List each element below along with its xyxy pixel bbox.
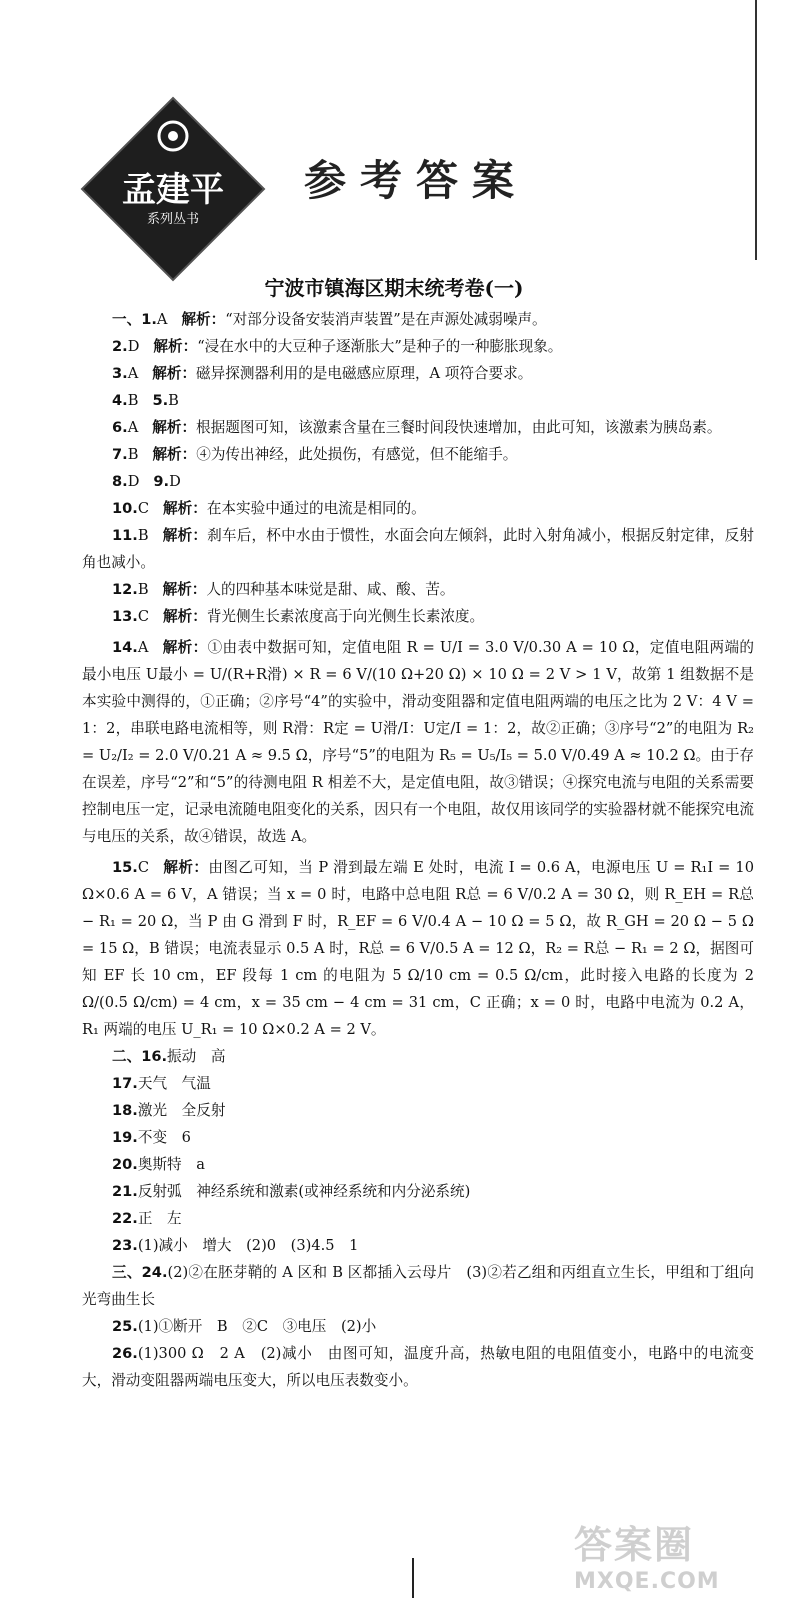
answer-item: 2.D 解析：“浸在水中的大豆种子逐渐胀大”是种子的一种膨胀现象。 xyxy=(112,338,563,355)
fill-answer: 三、24.(2)②在胚芽鞘的 A 区和 B 区都插入云母片 (3)②若乙组和丙组直立生长，甲组和丁组向光弯曲生长 xyxy=(82,1264,754,1308)
margin-rule xyxy=(755,0,757,260)
answer-item: 3.A 解析：磁异探测器利用的是电磁感应原理，A 项符合要求。 xyxy=(112,365,533,382)
answer-item: 11.B 解析：刹车后，杯中水由于惯性，水面会向左倾斜，此时入射角减小，根据反射定律，反射角也减小。 xyxy=(82,527,754,571)
fill-answer: 20.奥斯特 a xyxy=(112,1156,205,1173)
series-logo xyxy=(80,96,266,282)
fill-answer: 22.正 左 xyxy=(112,1210,182,1227)
answer-item: 7.B 解析：④为传出神经，此处损伤，有感觉，但不能缩手。 xyxy=(112,446,518,463)
answer-item: 8.D 9.D xyxy=(112,473,181,490)
fill-answer: 21.反射弧 神经系统和激素(或神经系统和内分泌系统) xyxy=(112,1183,471,1200)
fill-answer: 18.激光 全反射 xyxy=(112,1102,226,1119)
answer-item: 13.C 解析：背光侧生长素浓度高于向光侧生长素浓度。 xyxy=(112,608,485,625)
fill-answer: 二、16.振动 高 xyxy=(112,1048,226,1065)
fill-answer: 17.天气 气温 xyxy=(112,1075,211,1092)
answer-item-14: 14.A 解析：①由表中数据可知，定值电阻 R = U/I = 3.0 V/0.30 A = 10 Ω，定值电阻两端的最小电压 U最小 = U/(R+R滑) × R = 6 V/(10 Ω+20 Ω) × 10 Ω = 2 V > 1 V，故第 1 组数据不是本实验中测得的，①正确；②序号“4”的实验中，滑动变阻器和定值电阻两端的电压之比为 2 V：4 V = 1：2，串联电路电流相等，则 R滑：R定 = U滑/I：U定/I = 1：2，故②正确；③序号“2”的电阻为 R₂ = U₂/I₂ = 2.0 V/0.21 A ≈ 9.5 Ω，序号“5”的电阻为 R₅ = U₅/I₅ = 5.0 V/0.49 A ≈ 10.2 Ω。由于存在误差，序号“2”和“5”的待测电阻 R 相差不大，是定值电阻，故③错误；④探究电流与电阻的关系需要控制电压一定，记录电流随电阻变化的关系，因只有一个电阻，故仅用该同学的实验器材就不能探究电流与电压的关系，故④错误，故选 A。 xyxy=(82,639,754,845)
fill-answer: 19.不变 6 xyxy=(112,1129,191,1146)
page-divider xyxy=(412,1558,414,1598)
logo-name: 孟建平 xyxy=(122,170,224,210)
answer-item: 4.B 5.B xyxy=(112,392,179,409)
fill-answer: 25.(1)①断开 B ②C ③电压 (2)小 xyxy=(112,1318,377,1335)
answer-item: 6.A 解析：根据题图可知，该激素含量在三餐时间段快速增加，由此可知，该激素为胰岛素。 xyxy=(112,419,722,436)
fill-answer: 23.(1)减小 增大 (2)0 (3)4.5 1 xyxy=(112,1237,359,1254)
fill-answer: 26.(1)300 Ω 2 A (2)减小 由图可知，温度升高，热敏电阻的电阻值变小，电路中的电流变大，滑动变阻器两端电压变大，所以电压表数变小。 xyxy=(82,1345,754,1389)
watermark xyxy=(574,1514,774,1594)
answer-item-15: 15.C 解析：由图乙可知，当 P 滑到最左端 E 处时，电流 I = 0.6 A，电源电压 U = R₁I = 10 Ω×0.6 A = 6 V，A 错误；当 x = 0 时，电路中总电阻 R总 = 6 V/0.2 A = 30 Ω，则 R_EH = R总 − R₁ = 20 Ω，当 P 由 G 滑到 F 时，R_EF = 6 V/0.4 A − 10 Ω = 5 Ω，故 R_GH = 20 Ω − 5 Ω = 15 Ω，B 错误；电流表显示 0.5 A 时，R总 = 6 V/0.5 A = 12 Ω，R₂ = R总 − R₁ = 2 Ω，据图可知 EF 长 10 cm，EF 段每 1 cm 的电阻为 5 Ω/10 cm = 0.5 Ω/cm，此时接入电路的长度为 2 Ω/(0.5 Ω/cm) = 4 cm，x = 35 cm − 4 cm = 31 cm，C 正确；x = 0 时，电路中电流为 0.2 A，R₁ 两端的电压 U_R₁ = 10 Ω×0.2 A = 2 V。 xyxy=(82,859,754,1038)
answer-item: 12.B 解析：人的四种基本味觉是甜、咸、酸、苦。 xyxy=(112,581,455,598)
answer-item: 10.C 解析：在本实验中通过的电流是相同的。 xyxy=(112,500,426,517)
section-title: 宁波市镇海区期末统考卷(一) xyxy=(264,276,524,300)
answer-content xyxy=(82,306,754,1394)
watermark-logo-text: 答案圈 xyxy=(574,1523,695,1567)
page-title: 参考答案 xyxy=(304,156,529,205)
watermark-url: MXQE.COM xyxy=(574,1569,720,1594)
answer-item: 一、1.A 解析：“对部分设备安装消声装置”是在声源处减弱噪声。 xyxy=(112,311,547,328)
logo-series: 系列丛书 xyxy=(146,212,199,227)
